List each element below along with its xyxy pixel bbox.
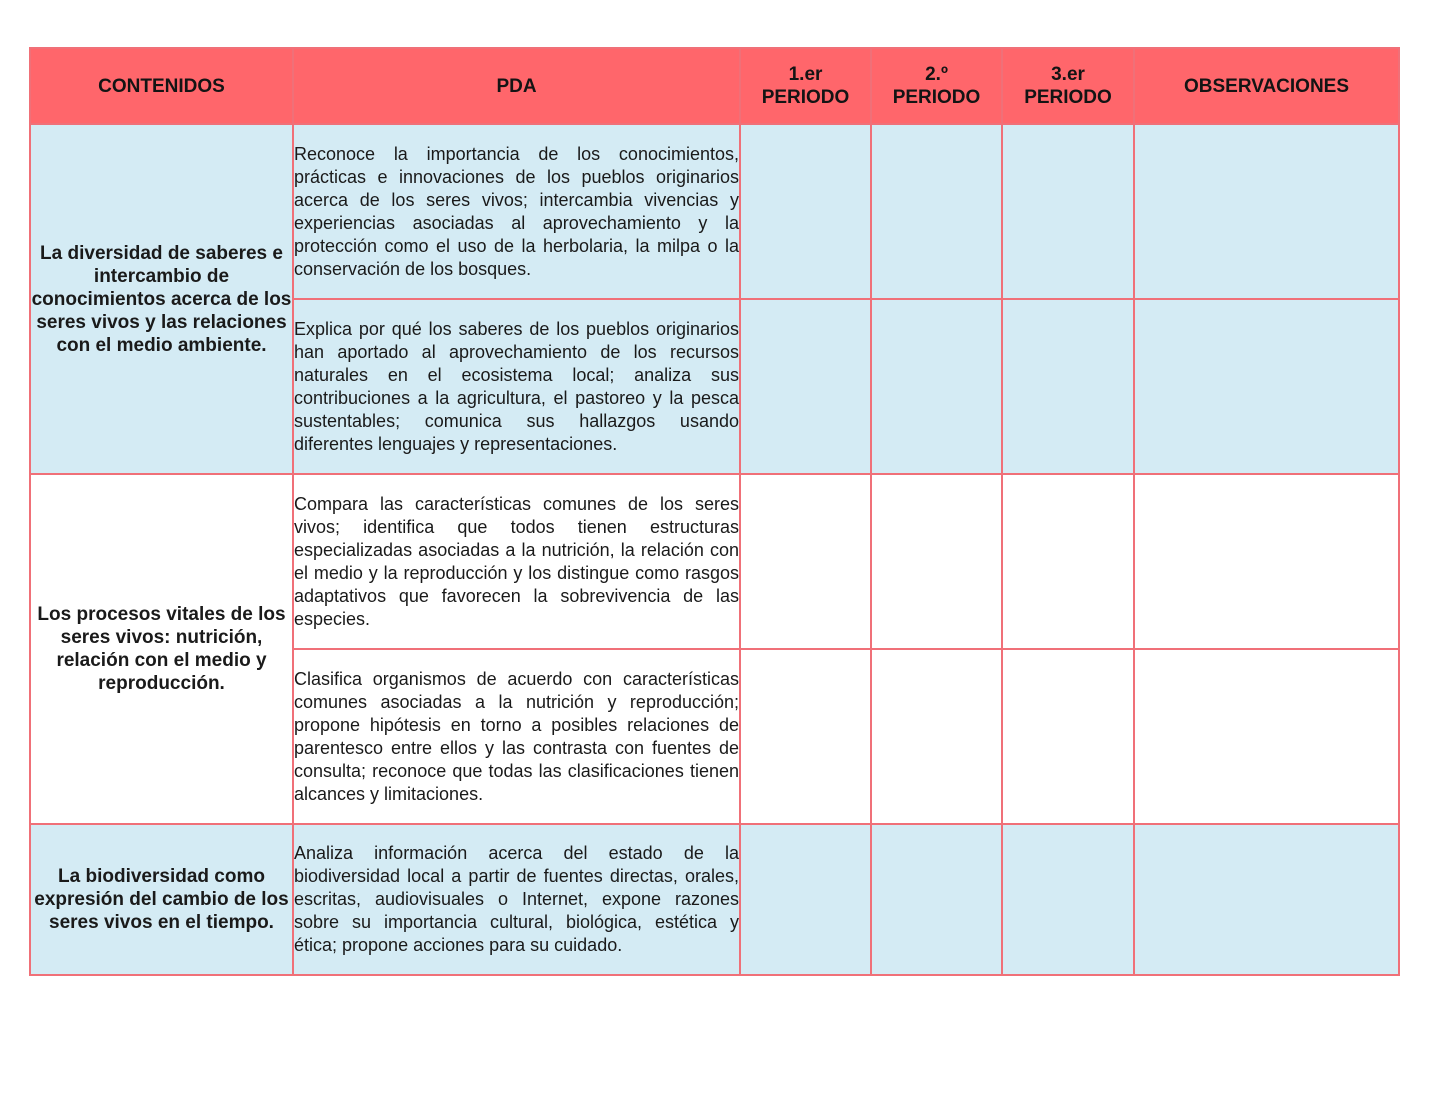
header-pda: PDA: [293, 48, 740, 124]
observaciones-cell[interactable]: [1134, 124, 1399, 299]
header-periodo-1: [740, 48, 871, 124]
header-periodo-3: [1002, 48, 1134, 124]
periodo-1-cell[interactable]: [740, 824, 871, 975]
periodo-2-cell[interactable]: [871, 299, 1002, 474]
periodo-3-cell[interactable]: [1002, 124, 1134, 299]
periodo-2-cell[interactable]: [871, 824, 1002, 975]
periodo-1-cell[interactable]: [740, 649, 871, 824]
table-row: [30, 824, 1399, 975]
header-contenidos: CONTENIDOS: [30, 48, 293, 124]
periodo-3-cell[interactable]: [1002, 299, 1134, 474]
periodo-2-cell[interactable]: [871, 124, 1002, 299]
periodo-1-cell[interactable]: [740, 474, 871, 649]
contenido-cell: Los procesos vitales de los seres vivos: nutrición, relación con el medio y reproducción.: [30, 474, 293, 824]
pda-cell: Analiza información acerca del estado de la biodiversidad local a partir de fuentes directas, orales, escritas, audiovisuales o Internet, expone razones sobre su importancia cultural, biológica, estética y ética; propone acciones para su cuidado.: [293, 824, 740, 975]
periodo-1-cell[interactable]: [740, 124, 871, 299]
table-row: [30, 124, 1399, 299]
pda-cell: Clasifica organismos de acuerdo con características comunes asociadas a la nutrición y reproducción; propone hipótesis en torno a posibles relaciones de parentesco entre ellos y las contrasta con fuentes de consulta; reconoce que todas las clasificaciones tienen alcances y limitaciones.: [293, 649, 740, 824]
contenido-cell: La biodiversidad como expresión del cambio de los seres vivos en el tiempo.: [30, 824, 293, 975]
pda-cell: Compara las características comunes de los seres vivos; identifica que todos tienen estructuras especializadas asociadas a la nutrición, la relación con el medio y la reproducción y los distingue como rasgos adaptativos que favorecen la sobrevivencia de las especies.: [293, 474, 740, 649]
pda-cell: Reconoce la importancia de los conocimientos, prácticas e innovaciones de los pueblos originarios acerca de los seres vivos; intercambia vivencias y experiencias asociadas al aprovechamiento y la protección como el uso de la herbolaria, la milpa o la conservación de los bosques.: [293, 124, 740, 299]
observaciones-cell[interactable]: [1134, 299, 1399, 474]
periodo-3-cell[interactable]: [1002, 649, 1134, 824]
periodo-2-cell[interactable]: [871, 474, 1002, 649]
evaluation-table: [29, 47, 1400, 976]
pda-cell: Explica por qué los saberes de los pueblos originarios han aportado al aprovechamiento de los recursos naturales en el ecosistema local; analiza sus contribuciones a la agricultura, el pastoreo y la pesca sustentables; comunica sus hallazgos usando diferentes lenguajes y representaciones.: [293, 299, 740, 474]
header-observaciones: OBSERVACIONES: [1134, 48, 1399, 124]
header-periodo-2-label: 2.º PERIODO: [892, 64, 981, 108]
periodo-1-cell[interactable]: [740, 299, 871, 474]
observaciones-cell[interactable]: [1134, 824, 1399, 975]
header-periodo-1-label: 1.er PERIODO: [761, 64, 850, 108]
periodo-3-cell[interactable]: [1002, 474, 1134, 649]
header-periodo-2: [871, 48, 1002, 124]
header-row: [30, 48, 1399, 124]
observaciones-cell[interactable]: [1134, 649, 1399, 824]
periodo-2-cell[interactable]: [871, 649, 1002, 824]
contenido-cell: La diversidad de saberes e intercambio de conocimientos acerca de los seres vivos y las relaciones con el medio ambiente.: [30, 124, 293, 474]
periodo-3-cell[interactable]: [1002, 824, 1134, 975]
header-periodo-3-label: 3.er PERIODO: [1024, 64, 1112, 108]
table-row: [30, 474, 1399, 649]
observaciones-cell[interactable]: [1134, 474, 1399, 649]
